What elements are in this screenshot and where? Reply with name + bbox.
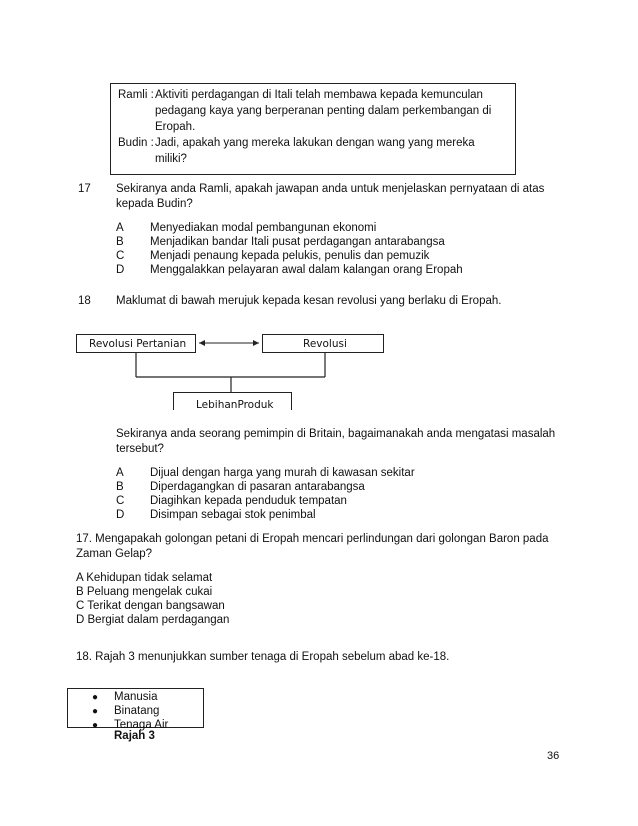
diagram-label-lebihan-produk: LebihanProduk: [196, 399, 274, 410]
q18-question-line-1: Sekiranya anda seorang pemimpin di Britain, bagaimanakah anda mengatasi masalah: [116, 428, 556, 440]
q17-option-d-letter: D: [116, 264, 125, 276]
q17-option-c-letter: C: [116, 250, 125, 262]
q18b-question: 18. Rajah 3 menunjukkan sumber tenaga di Eropah sebelum abad ke-18.: [76, 651, 450, 663]
q17b-option-a: A Kehidupan tidak selamat: [76, 572, 213, 584]
q17b-option-c: C Terikat dengan bangsawan: [76, 600, 225, 612]
q18-option-c-text: Diagihkan kepada penduduk tempatan: [150, 495, 347, 507]
bullet-icon: ●: [92, 692, 99, 703]
diagram-box-lebihan-produk: [173, 392, 292, 410]
bullet-tenaga-air: Tenaga Air: [114, 719, 169, 731]
q17-option-c-text: Menjadi penaung kepada pelukis, penulis dan pemuzik: [150, 250, 430, 262]
bullet-icon: ●: [92, 720, 99, 731]
diagram-label-revolusi: Revolusi: [303, 338, 347, 350]
budin-line-2: miliki?: [155, 153, 187, 165]
q17-option-a-text: Menyediakan modal pembangunan ekonomi: [150, 222, 377, 234]
q17-option-d-text: Menggalakkan pelayaran awal dalam kalangan orang Eropah: [150, 264, 463, 276]
q18-option-d-letter: D: [116, 509, 125, 521]
q18-question-line-2: tersebut?: [116, 443, 164, 455]
q17b-option-d: D Bergiat dalam perdagangan: [76, 614, 230, 626]
q18-option-b-text: Diperdagangkan di pasaran antarabangsa: [150, 481, 365, 493]
q18-option-d-text: Disimpan sebagai stok penimbal: [150, 509, 316, 521]
diagram-label-revolusi-pertanian: Revolusi Pertanian: [89, 338, 187, 350]
budin-speaker: Budin :: [118, 137, 154, 149]
bullet-binatang: Binatang: [114, 705, 160, 717]
q17-number: 17: [78, 183, 91, 195]
rajah-3-caption: Rajah 3: [114, 730, 155, 742]
q18-option-a-text: Dijual dengan harga yang murah di kawasan sekitar: [150, 467, 415, 479]
ramli-speaker: Ramli :: [118, 89, 154, 101]
q17b-question-line-2: Zaman Gelap?: [76, 548, 153, 560]
bullet-icon: ●: [92, 706, 99, 717]
q18-intro: Maklumat di bawah merujuk kepada kesan revolusi yang berlaku di Eropah.: [116, 295, 502, 307]
bullet-manusia: Manusia: [114, 691, 158, 703]
q17-question-line-1: Sekiranya anda Ramli, apakah jawapan anda untuk menjelaskan pernyataan di atas: [116, 183, 545, 195]
q17b-question-line-1: 17. Mengapakah golongan petani di Eropah mencari perlindungan dari golongan Baron pada: [76, 533, 549, 545]
q17b-option-b: B Peluang mengelak cukai: [76, 586, 213, 598]
q17-option-b-letter: B: [116, 236, 124, 248]
budin-line-1: Jadi, apakah yang mereka lakukan dengan wang yang mereka: [155, 137, 475, 149]
q18-option-c-letter: C: [116, 495, 125, 507]
q18-number: 18: [78, 295, 91, 307]
page-number: 36: [547, 750, 560, 762]
q17-option-a-letter: A: [116, 222, 124, 234]
q18-option-b-letter: B: [116, 481, 124, 493]
q17-question-line-2: kepada Budin?: [116, 198, 193, 210]
q18-option-a-letter: A: [116, 467, 124, 479]
ramli-line-3: Eropah.: [155, 121, 196, 133]
q17-option-b-text: Menjadikan bandar Itali pusat perdagangan antarabangsa: [150, 236, 445, 248]
ramli-line-1: Aktiviti perdagangan di Itali telah membawa kepada kemunculan: [155, 89, 483, 101]
ramli-line-2: pedagang kaya yang berperanan penting dalam perkembangan di: [155, 105, 492, 117]
